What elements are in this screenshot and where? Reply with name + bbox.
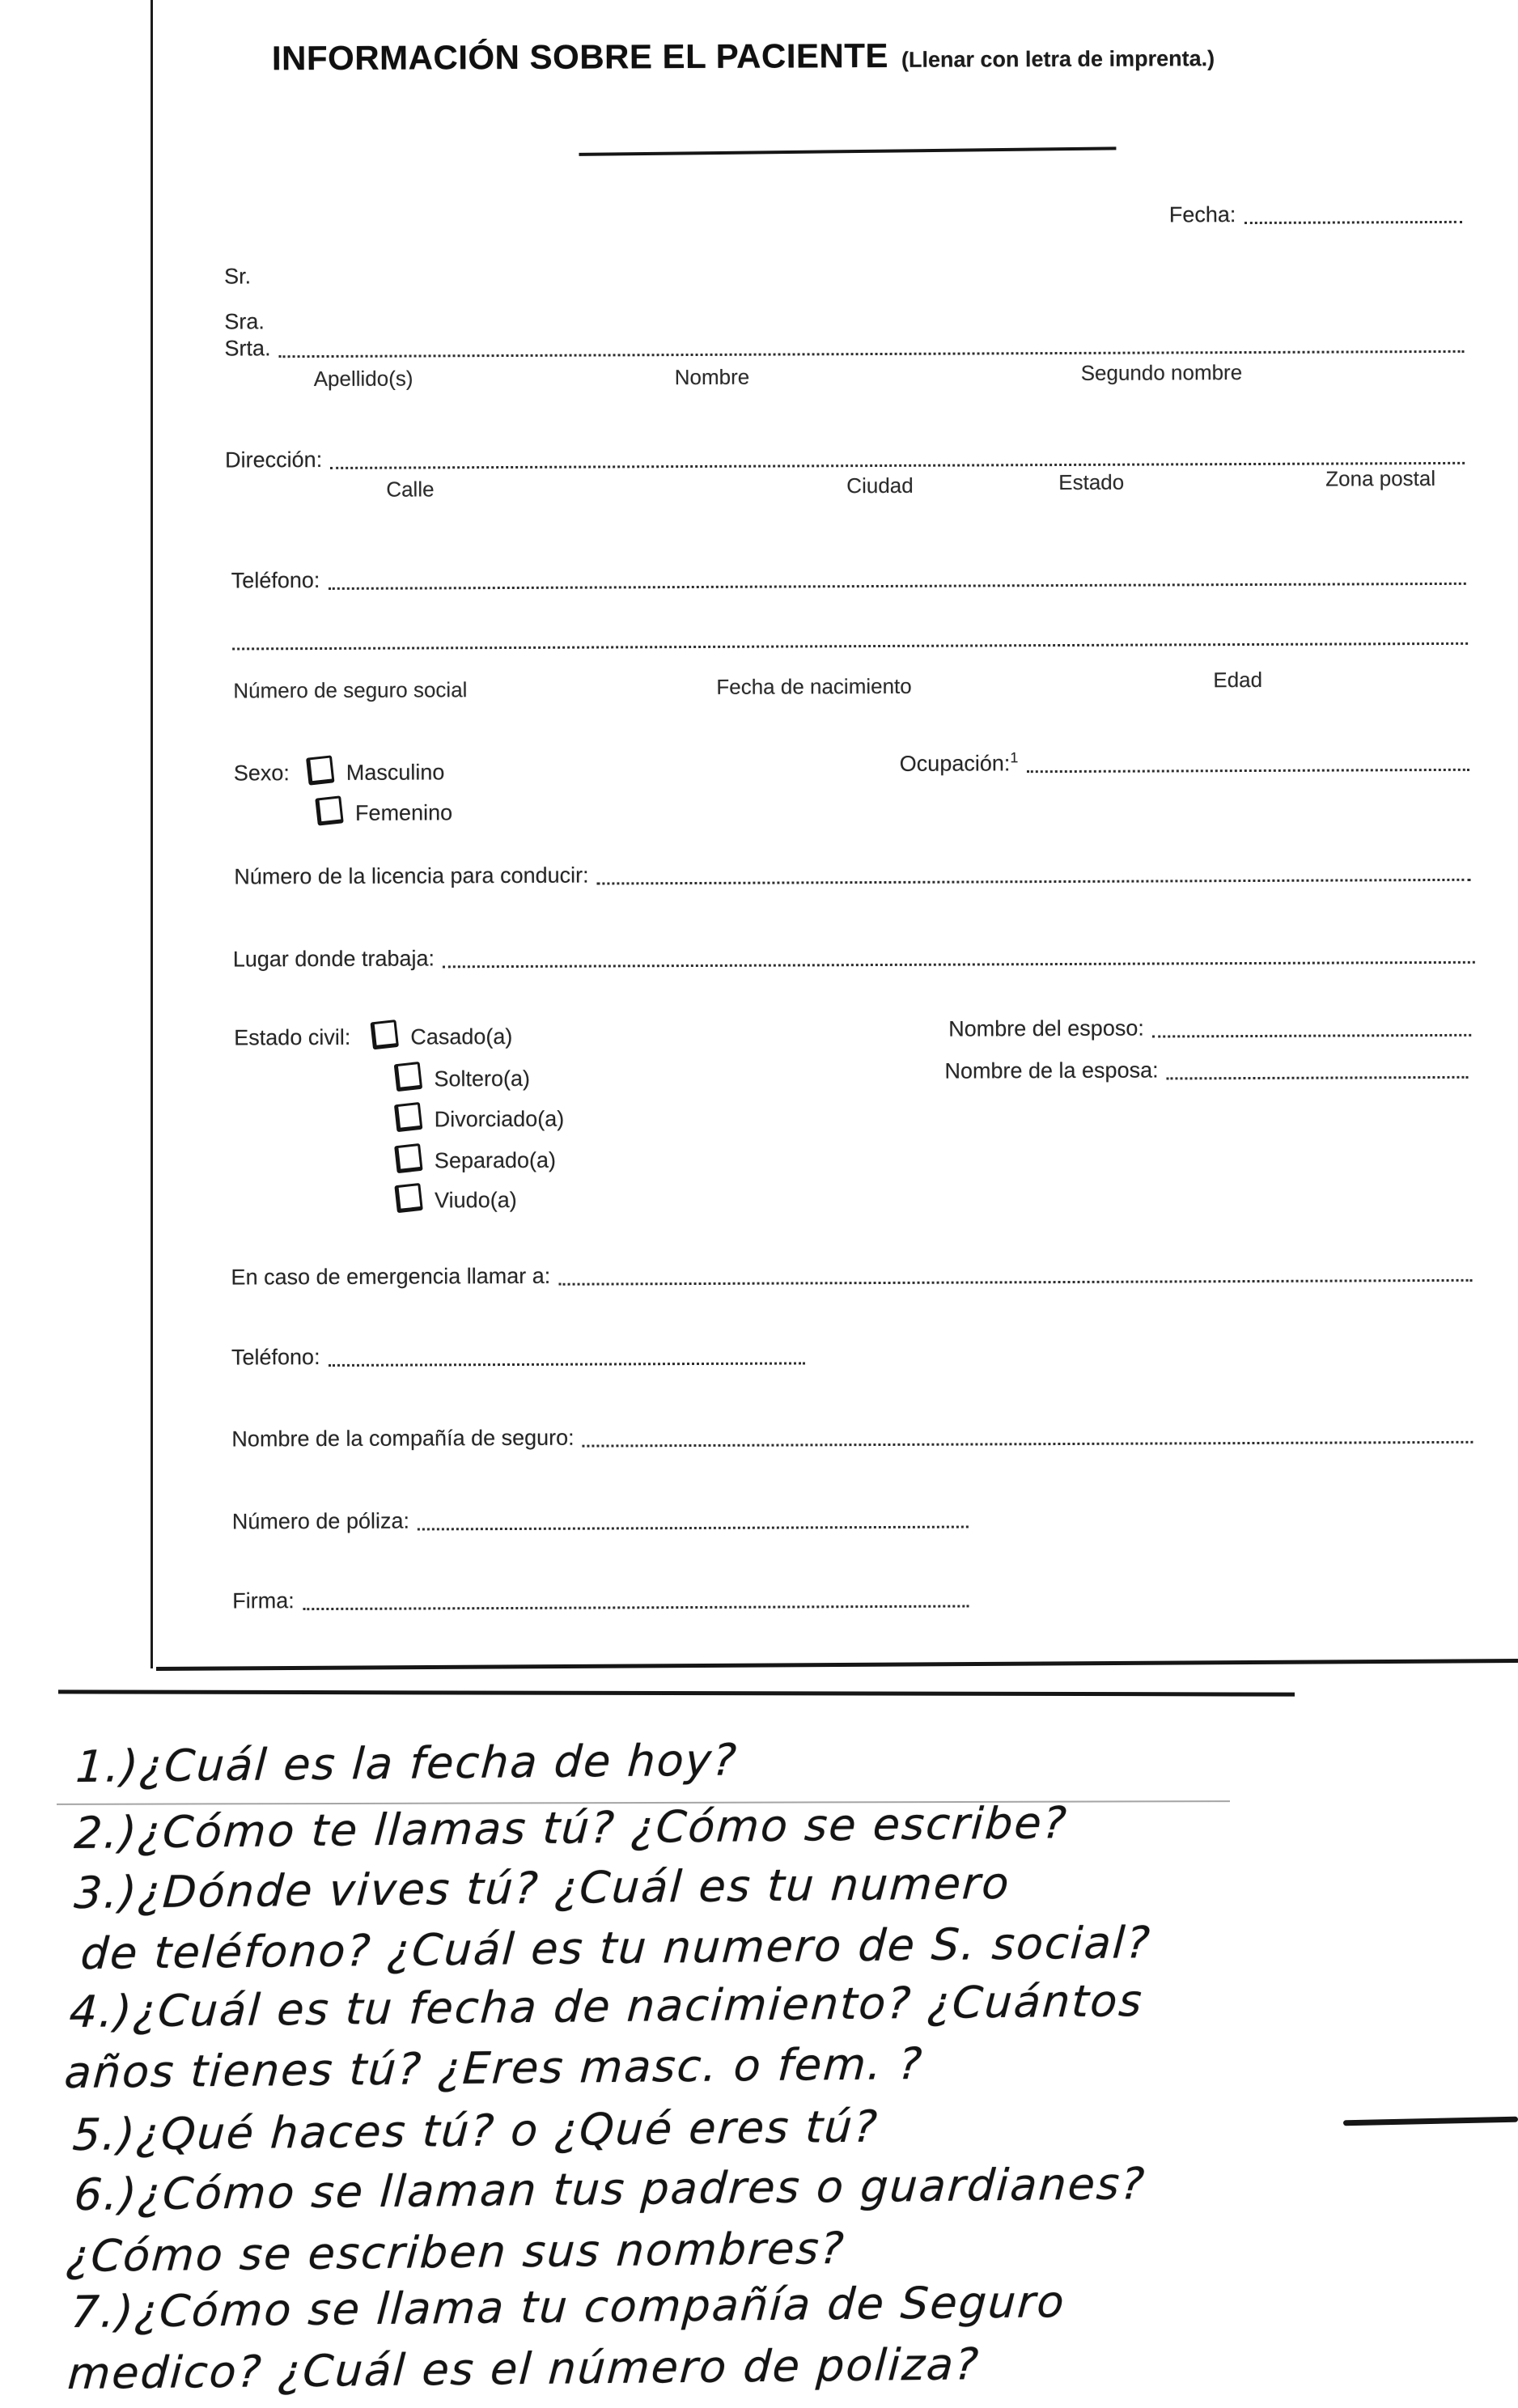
handwritten-question-1: 1.)¿Cuál es la fecha de hoy?	[74, 1734, 740, 1792]
trabajo-row	[233, 942, 1475, 973]
salutation-sra: Sra.	[224, 309, 265, 334]
emergencia-label: En caso de emergencia llamar a:	[231, 1263, 551, 1290]
licencia-label: Número de la licencia para conducir:	[234, 863, 589, 889]
handwritten-question-4b: años tienes tú? ¿Eres masc. o fem. ?	[63, 2037, 925, 2098]
compania-field	[583, 1441, 1473, 1448]
ssn-line-row	[232, 642, 1468, 654]
handwritten-question-6: 6.)¿Cómo se llaman tus padres o guardianes?	[73, 2158, 1147, 2220]
firma-field	[303, 1605, 969, 1611]
estado-civil-option-casado: Casado(a)	[410, 1024, 513, 1049]
esposo-row	[948, 1015, 1471, 1042]
emergencia-row	[231, 1260, 1472, 1291]
checkbox-viudo-icon	[394, 1183, 423, 1213]
firma-label: Firma:	[232, 1588, 295, 1613]
telefono-label: Teléfono:	[231, 568, 320, 593]
sexo-option-masculino: Masculino	[346, 760, 445, 785]
ocupacion-row	[900, 748, 1469, 777]
name-field	[279, 350, 1465, 358]
ocupacion-field	[1026, 769, 1469, 773]
trabajo-field	[443, 961, 1475, 969]
sublabel-segundo-nombre: Segundo nombre	[1080, 360, 1243, 385]
sublabel-seguro-social: Número de seguro social	[233, 677, 468, 703]
femenino-row	[316, 796, 452, 826]
handwritten-question-7b: medico? ¿Cuál es el número de poliza?	[66, 2338, 982, 2399]
licencia-row	[234, 859, 1470, 890]
salutation-sr: Sr.	[224, 264, 252, 289]
handwritten-question-2: 2.)¿Cómo te llamas tú? ¿Cómo se escribe?	[73, 1797, 1070, 1859]
telefono-field	[328, 583, 1465, 590]
handwritten-question-3: 3.)¿Dónde vives tú? ¿Cuál es tu numero	[73, 1857, 1012, 1918]
sublabel-edad: Edad	[1213, 667, 1263, 693]
esposa-row	[944, 1057, 1468, 1084]
firma-row	[232, 1586, 969, 1614]
sexo-option-femenino: Femenino	[354, 800, 453, 825]
licencia-field	[597, 879, 1471, 885]
checkbox-masculino-icon	[306, 755, 335, 785]
handwritten-question-4: 4.)¿Cuál es tu fecha de nacimiento? ¿Cuántos	[68, 1975, 1145, 2037]
form-header	[272, 35, 1215, 78]
handwritten-question-7: 7.)¿Cómo se llama tu compañía de Seguro	[70, 2276, 1067, 2338]
title-underline	[579, 146, 1116, 156]
estado-civil-option-soltero: Soltero(a)	[434, 1066, 531, 1092]
sublabel-nombre: Nombre	[674, 364, 750, 390]
fecha-label: Fecha:	[1168, 202, 1236, 227]
handwritten-question-3b: de teléfono? ¿Cuál es tu numero de S. social?	[79, 1917, 1153, 1979]
checkbox-femenino-icon	[315, 795, 344, 825]
viudo-row	[396, 1184, 517, 1214]
direccion-label: Dirección:	[225, 447, 323, 473]
poliza-label: Número de póliza:	[231, 1508, 410, 1534]
checkbox-soltero-icon	[394, 1062, 423, 1092]
handwritten-question-5: 5.)¿Qué haces tú? o ¿Qué eres tú?	[71, 2101, 880, 2160]
poliza-field	[418, 1526, 969, 1531]
sublabel-apellidos: Apellido(s)	[313, 366, 413, 392]
salutation-srta-row	[224, 331, 1464, 362]
poliza-row	[232, 1507, 969, 1535]
telefono2-label: Teléfono:	[231, 1345, 320, 1370]
form-title: INFORMACIÓN SOBRE EL PACIENTE	[271, 36, 889, 78]
ocupacion-footnote-mark: 1	[1010, 749, 1019, 766]
sublabel-ciudad: Ciudad	[846, 473, 914, 498]
estado-civil-row	[234, 1020, 512, 1051]
right-margin-stroke	[1343, 2117, 1518, 2126]
esposo-label: Nombre del esposo:	[948, 1015, 1144, 1041]
separado-row	[396, 1144, 556, 1174]
estado-civil-option-viudo: Viudo(a)	[435, 1187, 517, 1213]
direccion-row	[225, 443, 1465, 473]
handwritten-question-6b: ¿Cómo se escriben sus nombres?	[65, 2222, 847, 2282]
checkbox-divorciado-icon	[394, 1102, 423, 1132]
telefono2-row	[231, 1342, 805, 1370]
telefono-row	[231, 563, 1466, 594]
esposa-field	[1167, 1076, 1469, 1080]
estado-civil-option-separado: Separado(a)	[434, 1147, 557, 1173]
sexo-row	[234, 756, 445, 786]
trabajo-label: Lugar donde trabaja:	[232, 946, 435, 972]
soltero-row	[395, 1062, 530, 1092]
estado-civil-label: Estado civil:	[234, 1024, 351, 1050]
direccion-field	[330, 462, 1465, 469]
ssn-field	[232, 642, 1468, 651]
emergencia-field	[558, 1279, 1472, 1286]
compania-row	[231, 1422, 1473, 1452]
esposa-label: Nombre de la esposa:	[944, 1058, 1159, 1083]
checkbox-casado-icon	[371, 1020, 400, 1049]
checkbox-separado-icon	[394, 1143, 423, 1173]
esposo-field	[1152, 1034, 1471, 1038]
fecha-row	[1169, 201, 1462, 228]
fecha-field	[1244, 221, 1461, 224]
sexo-label: Sexo:	[233, 761, 290, 786]
salutation-srta: Srta.	[224, 336, 271, 361]
form-title-note: (Llenar con letra de imprenta.)	[901, 46, 1215, 72]
sublabel-zona-postal: Zona postal	[1325, 466, 1436, 491]
compania-label: Nombre de la compañía de seguro:	[231, 1425, 575, 1452]
ocupacion-label: Ocupación:$^1$	[899, 749, 1019, 776]
telefono2-field	[329, 1362, 805, 1367]
divorciado-row	[396, 1103, 565, 1133]
sublabel-calle: Calle	[386, 477, 435, 502]
sublabel-estado: Estado	[1058, 469, 1125, 495]
estado-civil-option-divorciado: Divorciado(a)	[434, 1106, 565, 1132]
sublabel-fecha-nacimiento: Fecha de nacimiento	[716, 673, 912, 699]
